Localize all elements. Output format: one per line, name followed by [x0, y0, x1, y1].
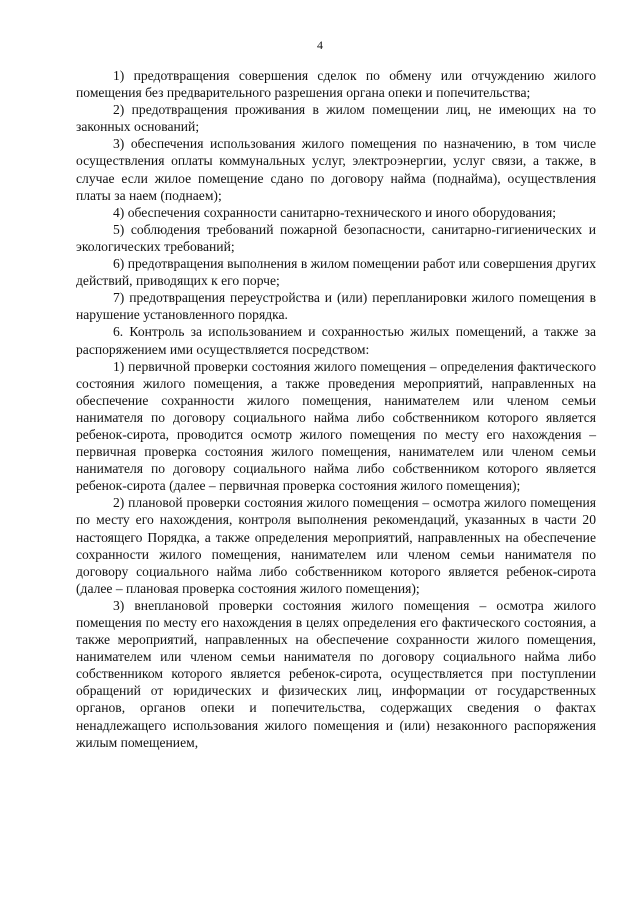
paragraph-item-2: 2) предотвращения проживания в жилом помещении лиц, не имеющих на то законных оснований;	[76, 102, 596, 135]
paragraph-item-4: 4) обеспечения сохранности санитарно-технического и иного оборудования;	[113, 204, 557, 220]
paragraph-item-1: 1) предотвращения совершения сделок по обмену или отчуждению жилого помещения без предварительного разрешения органа опеки и попечительства;	[76, 68, 596, 101]
page-number: 4	[317, 38, 323, 52]
section-6-item-3: 3) внеплановой проверки состояния жилого помещения – осмотра жилого помещения по месту его нахождения в целях определения его фактического состояния, а также мероприятий, направленных на обеспечение сохранности жилого помещения, нанимателем или членом семьи нанимателя по договору социального найма либо собственником которого является ребенок-сирота, осуществляется при поступлении обращений от юридических и физических лиц, информации от государственных органов, органов опеки и попечительства, содержащих сведения о фактах ненадлежащего использования жилого помещения и (или) незаконного распоряжения жилым помещением,	[76, 597, 596, 750]
paragraph-item-3: 3) обеспечения использования жилого помещения по назначению, в том числе осуществления оплаты коммунальных услуг, электроэнергии, услуг связи, а также, в случае если жилое помещение сдано по договору найма (поднайма), осуществления платы за наем (поднаем);	[76, 136, 596, 203]
section-6-item-2: 2) плановой проверки состояния жилого помещения – осмотра жилого помещения по месту его нахождения, контроля выполнения рекомендаций, указанных в части 20 настоящего Порядка, а также определения мероприятий, направленных на обеспечение сохранности жилого помещения, нанимателем или членом семьи нанимателя по договору социального найма либо собственником которого является ребенок-сирота (далее – плановая проверка состояния жилого помещения);	[76, 495, 596, 596]
paragraph-item-5: 5) соблюдения требований пожарной безопасности, санитарно-гигиенических и экологических требований;	[76, 221, 596, 254]
section-6-item-1: 1) первичной проверки состояния жилого помещения – определения фактического состояния жилого помещения, а также проведения мероприятий, направленных на обеспечение сохранности жилого помещения, нанимателем или членом семьи нанимателя по договору социального найма либо собственником которого является ребенок-сирота, проводится осмотр жилого помещения по месту его нахождения – первичная проверка состояния жилого помещения, нанимателем или членом семьи нанимателя по договору социального найма либо собственником которого является ребенок-сирота (далее – первичная проверка состояния жилого помещения);	[76, 358, 596, 494]
paragraph-item-7: 7) предотвращения переустройства и (или) перепланировки жилого помещения в нарушение установленного порядка.	[76, 290, 596, 323]
paragraph-item-6: 6) предотвращения выполнения в жилом помещении работ или совершения других действий, приводящих к его порче;	[76, 256, 596, 289]
document-body	[76, 67, 596, 751]
section-6-intro: 6. Контроль за использованием и сохранностью жилых помещений, а также за распоряжением ими осуществляется посредством:	[76, 324, 596, 357]
